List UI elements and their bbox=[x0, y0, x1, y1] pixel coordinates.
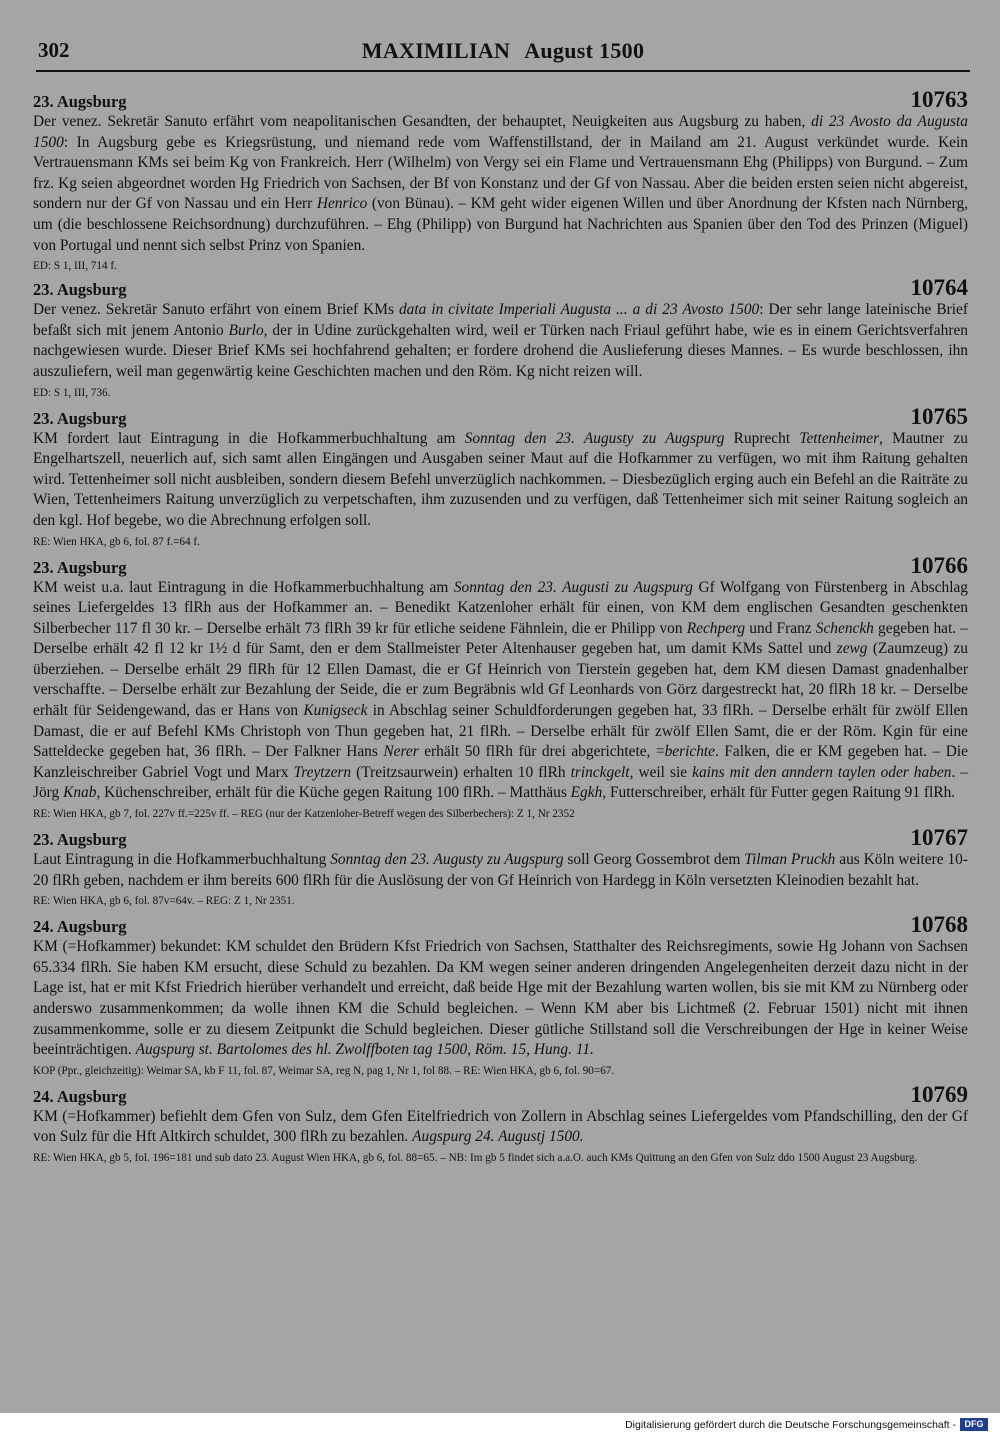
entry-text-segment: , Futterschreiber, erhält für Futter gegen Raitung 91 flRh. bbox=[602, 784, 956, 802]
entry-source: ED: S 1, III, 714 f. bbox=[33, 260, 117, 273]
entry-heading bbox=[33, 1081, 968, 1107]
entry-number: 10763 bbox=[910, 87, 968, 112]
entry-heading bbox=[33, 552, 968, 578]
entry-number: 10769 bbox=[910, 1081, 968, 1107]
entry-source: RE: Wien HKA, gb 6, fol. 87 f.=64 f. bbox=[33, 535, 200, 548]
entry-text-quote: Augspurg st. Bartolomes des hl. Zwolffboten tag 1500, Röm. 15, Hung. 11. bbox=[135, 1041, 594, 1059]
entry-text-segment: KM (=Hofkammer) bekundet: KM schuldet den Brüdern Kfst Friedrich von Sachsen, Statthalter des Reichsregiments, sowie Hg Johann von Sachsen 65.334 flRh. Sie haben KM ersucht, diese Schuld zu bezahlen. Da KM wegen seiner anderen dringenden Angelegenheiten derzeit dazu nicht in der Lage ist, hat er mit Kfst Friedrich hierüber verhandelt und erreicht, daß beide Hge mit der Bezahlung warten wollen, bis sie mit KM zu Nürnberg oder anderswo zusammenkommen; da wolle ihnen KM die Schuld begleichen. – Wenn KM aber bis Lichtmeß (2. Februar 1501) nicht mit ihnen zusammenkomme, solle er zu diesem Zeitpunkt die Schuld begleichen. Dieser gütliche Stillstand soll die Verschreibungen der Hge in keiner Weise beeinträchtigen. bbox=[33, 938, 968, 1059]
entry-text bbox=[33, 937, 968, 1061]
entry-source: RE: Wien HKA, gb 7, fol. 227v ff.=225v ff. – REG (nur der Katzenloher-Betreff wegen des Silberbechers): Z 1, Nr 2352 bbox=[33, 808, 575, 821]
entry-text-quote: zewg bbox=[836, 640, 868, 658]
entry-text-segment: KM (=Hofkammer) befiehlt dem Gfen von Sulz, dem Gfen Eitelfriedrich von Zollern in Abschlag seines Liefergeldes vom Pfandschilling, den der Gf von Sulz für die Hft Altkirch schuldet, 300 flRh zu bezahlen. bbox=[33, 1107, 968, 1146]
entry-text-segment: Der venez. Sekretär Sanuto erfährt vom neapolitanischen Gesandten, der behauptet, Neuigkeiten aus Augsburg zu haben, bbox=[33, 113, 812, 130]
regest-entries bbox=[33, 87, 969, 1166]
entry-date-place: 23. Augsburg bbox=[33, 408, 127, 428]
entry-source: RE: Wien HKA, gb 6, fol. 87v=64v. – REG: Z 1, Nr 2351. bbox=[33, 895, 295, 908]
entry-text-quote: Nerer bbox=[383, 743, 419, 761]
regest-entry bbox=[33, 825, 968, 909]
entry-date-place: 23. Augsburg bbox=[33, 557, 127, 577]
entry-text-segment: , Küchenschreiber, erhält für die Küche gegen Raitung 100 flRh. – Matthäus bbox=[96, 784, 571, 802]
entry-heading bbox=[33, 403, 968, 429]
entry-text-quote: berichte bbox=[664, 743, 716, 761]
entry-text bbox=[33, 850, 968, 891]
entry-text-segment: in Abschlag seiner Schuldforderungen gegeben hat, 33 flRh. – Derselbe erhält für zwölf Ellen Damast, die er auf Befehl KMs Christoph von Thun gegeben hat, 21 flRh. – Derselbe erhält für zwölf Ellen Samt, die er der Röm. Kgin für eine Satteldecke gegeben hat, 36 flRh. – Der Falkner Hans bbox=[33, 702, 968, 761]
entry-text bbox=[33, 300, 968, 382]
dfg-logo: DFG bbox=[960, 1418, 988, 1431]
entry-heading bbox=[33, 912, 968, 938]
entry-date-place: 24. Augsburg bbox=[33, 1086, 127, 1106]
entry-text-segment: KM weist u.a. laut Eintragung in die Hofkammerbuchhaltung am bbox=[33, 578, 454, 596]
entry-text-segment: . Falken, die er KM gegeben hat. – Die Kanzleischreiber Gabriel Vogt und Marx bbox=[33, 743, 968, 781]
entry-date-place: 23. Augsburg bbox=[33, 830, 127, 850]
running-title-name: MAXIMILIAN bbox=[361, 38, 511, 63]
dfg-credit: Digitalisierung gefördert durch die Deutsche Forschungsgemeinschaft - bbox=[625, 1419, 956, 1431]
entry-text-segment: . – Jörg bbox=[33, 763, 969, 802]
entry-text-quote: di 23 Avosto da Augusta 1500 bbox=[33, 113, 969, 151]
entry-text-quote: Sonntag den 23. Augusty zu Augspurg bbox=[464, 429, 725, 447]
entry-text-quote: data in civitate Imperiali Augusta ... a di 23 Avosto 1500 bbox=[398, 301, 760, 319]
regest-entry bbox=[33, 552, 969, 823]
entry-number: 10767 bbox=[910, 825, 968, 851]
regest-entry bbox=[33, 87, 969, 274]
entry-text bbox=[33, 578, 968, 805]
entry-text-segment: , Mautner zu Engelhartszell, neuerlich auf, sich samt allen Eingängen und Ausgaben seiner Maut auf die Hofkammer zu verfügen, wo mit ihm Raitung gehalten wird. Tettenheimer soll nicht ausbleiben, sondern diesem Befehl unverzüglich nachkommen. – Diesbezüglich erging auch ein Befehl an die Raiträte zu Wien, Tettenheimers Raitung unverzüglich zu verpetschaften, ihm zuzusenden und zu verfügen, daß Tettenheimer sich mit seiner Raitung sogleich an den kgl. Hof begebe, wo die Abrechnung erfolgen soll. bbox=[33, 429, 968, 529]
entry-date-place: 23. Augsburg bbox=[33, 92, 127, 111]
entry-text-quote: Schenckh bbox=[815, 619, 874, 637]
running-title bbox=[36, 38, 970, 64]
entry-text-segment: soll Georg Gossembrot dem bbox=[563, 851, 745, 869]
entry-text-segment: (von Bünau). – KM geht wider eigenen Willen und über Anordnung der Kfsten nach Nürnberg, um (die beschlossene Reichsordnung) durchzuführen. – Ehg (Philipp) von Burgund hat Nachrichten aus Spanien über den Tod des Prinzen (Miguel) von Portugal und nennt sich selbst Prinz von Spanien. bbox=[33, 195, 968, 254]
entry-text-segment: gegeben hat. – Derselbe erhält 42 fl 12 kr 1½ d für Samt, den er dem Stallmeister Peter Altenhauser gegeben hat, um damit KMs Sattel und bbox=[33, 619, 968, 658]
entry-date-place: 23. Augsburg bbox=[33, 280, 127, 300]
entry-text bbox=[33, 112, 968, 256]
entry-number: 10765 bbox=[910, 403, 968, 429]
footer-bar bbox=[0, 1413, 1000, 1437]
entry-text-segment: Laut Eintragung in die Hofkammerbuchhaltung bbox=[33, 851, 331, 869]
entry-text-segment: : In Augsburg gebe es Kriegsrüstung, und niemand rede vom Waffenstillstand, der in Mailand am 21. August verkündet wurde. Kein Vertrauensmann KMs sei beim Kg von Frankreich. Herr (Wilhelm) von Vergy sei ein Flame und Vertrauensmann Ehg (Philipps) von Burgund. – Zum frz. Kg seien abgeordnet worden Hg Friedrich von Sachsen, der Bf von Konstanz und der Gf von Nassau. Aber die beiden ersten seien nicht abgereist, sondern nur der Gf von Nassau und ein Herr bbox=[33, 133, 968, 213]
entry-text-quote: Tilman Pruckh bbox=[744, 851, 836, 869]
entry-heading bbox=[33, 87, 968, 112]
entry-number: 10764 bbox=[910, 275, 968, 301]
entry-text-segment: erhält 50 flRh für drei abgerichtete, = bbox=[418, 743, 665, 761]
regest-entry bbox=[33, 1081, 968, 1166]
entry-text bbox=[33, 429, 968, 532]
entry-text-segment: Ruprecht bbox=[724, 429, 800, 447]
entry-text-quote: kains mit den anndern taylen oder haben bbox=[692, 763, 952, 781]
entry-text-quote: Knab bbox=[63, 784, 97, 802]
entry-heading bbox=[33, 825, 968, 851]
entry-text-quote: Treytzern bbox=[293, 763, 352, 781]
entry-text-quote: Henrico bbox=[316, 195, 368, 213]
page-number: 302 bbox=[38, 38, 70, 62]
entry-text-segment: , der in Udine zurückgehalten wird, weil er Türken nach Friaul geführt habe, wie es in einem Gerichtsverfahren nachgewiesen wurde. Dieser Brief KMs sei hochfahrend gehalten; er fordere drohend die Auslieferung dieses Mannes. – Es wurde beschlossen, ihn auszuliefern, weil man gegenwärtig keine Geschichten machen und den Röm. Kg nicht reizen will. bbox=[33, 321, 968, 380]
running-title-date: August 1500 bbox=[524, 38, 645, 63]
regest-entry bbox=[33, 403, 968, 550]
entry-text-segment: , weil sie bbox=[629, 763, 693, 781]
entry-text-segment: und Franz bbox=[745, 619, 816, 637]
entry-text-quote: Kunigseck bbox=[303, 702, 368, 720]
entry-source: ED: S 1, III, 736. bbox=[33, 386, 111, 399]
entry-text-segment: KM fordert laut Eintragung in die Hofkammerbuchhaltung am bbox=[33, 429, 465, 447]
entry-heading bbox=[33, 275, 968, 301]
entry-text-quote: Burlo bbox=[228, 321, 264, 339]
entry-text-segment: aus Köln weitere 10-20 flRh geben, nachdem er ihm bereits 600 flRh für die Auslösung der von Gf Heinrich von Hardegg in Köln versetzten Kleinodien bezahlt hat. bbox=[33, 851, 968, 889]
entry-source: RE: Wien HKA, gb 5, fol. 196=181 und sub dato 23. August Wien HKA, gb 6, fol. 88=65. – NB: Im gb 5 findet sich a.a.O. auch KMs Quittung an den Gfen von Sulz ddo 1500 August 23 Augsburg. bbox=[33, 1151, 918, 1164]
entry-number: 10766 bbox=[910, 552, 968, 578]
regest-entry bbox=[33, 912, 968, 1079]
entry-number: 10768 bbox=[910, 912, 968, 938]
entry-date-place: 24. Augsburg bbox=[33, 917, 127, 937]
entry-text-segment: (Treitzsaurwein) erhalten 10 flRh bbox=[351, 763, 571, 781]
entry-text-quote: trinckgelt bbox=[570, 763, 630, 781]
page-header bbox=[36, 38, 970, 72]
entry-text-quote: Augspurg 24. Augustj 1500. bbox=[412, 1128, 584, 1146]
entry-text-quote: Rechperg bbox=[686, 619, 746, 637]
entry-text-segment: Der venez. Sekretär Sanuto erfährt von einem Brief KMs bbox=[33, 301, 399, 319]
entry-text-segment: : Der sehr lange lateinische Brief befaßt sich mit jenem Antonio bbox=[33, 301, 968, 339]
regest-entry bbox=[33, 275, 968, 400]
entry-text-segment: (Zaumzeug) zu überziehen. – Derselbe erhält 29 flRh für 12 Ellen Damast, die er Gf Heinrich von Tierstein gegeben hat, dem KM diesen Damast gnadenhalber verschaffte. – Derselbe erhält zur Bezahlung der Seide, die er zum Begräbnis wld Gf Leonhards von Görz dargestreckt hat, 20 flRh 18 kr. – Derselbe erhält für Seidengewand, das er Hans von bbox=[33, 640, 968, 720]
entry-text-quote: Egkh bbox=[570, 784, 603, 802]
entry-text bbox=[33, 1107, 968, 1148]
entry-text-segment: Gf Wolfgang von Fürstenberg in Abschlag seines Liefergeldes 13 flRh aus der Hofkammer an. – Benedikt Katzenloher erhält für einen, von KM dem englischen Gesandten geschenkten Silberbecher 117 fl 30 kr. – Derselbe erhält 73 flRh 39 kr für etliche seidene Fähnlein, die er Philipp von bbox=[33, 578, 969, 637]
entry-text-quote: Sonntag den 23. Augusty zu Augspurg bbox=[330, 851, 564, 869]
entry-text-quote: Tettenheimer bbox=[799, 429, 880, 447]
entry-text-quote: Sonntag den 23. Augusti zu Augspurg bbox=[453, 578, 693, 596]
entry-source: KOP (Ppr., gleichzeitig): Weimar SA, kb F 11, fol. 87, Weimar SA, reg N, pag 1, Nr 1, fol 88. – RE: Wien HKA, gb 6, fol. 90=67. bbox=[33, 1064, 615, 1077]
